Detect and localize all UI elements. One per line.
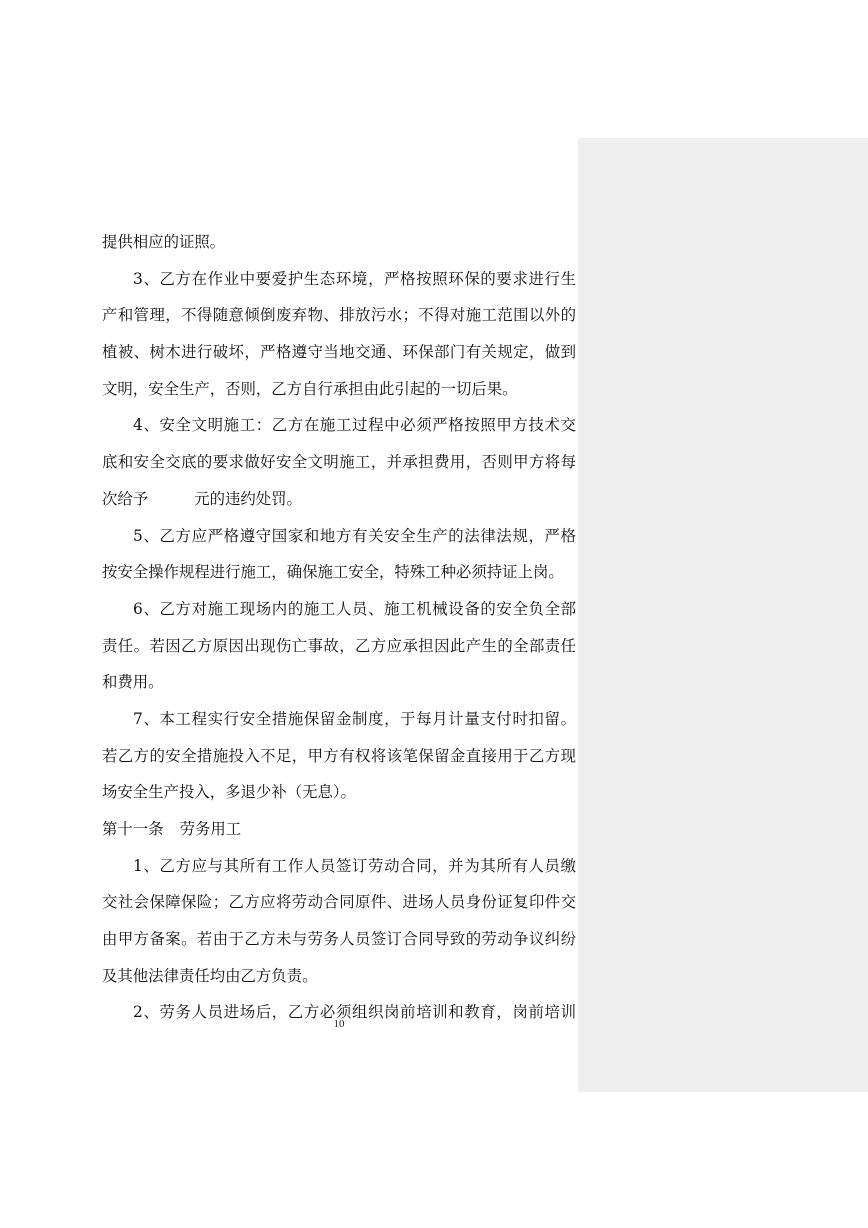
- article-title: 劳务用工: [179, 820, 242, 838]
- paragraph-line: 6、乙方对施工现场内的施工人员、施工机械设备的安全负全部: [133, 599, 576, 618]
- paragraph-line: 2、劳务人员进场后，乙方必须组织岗前培训和教育，岗前培训: [133, 1003, 576, 1022]
- paragraph-line: 4、安全文明施工：乙方在施工过程中必须严格按照甲方技术交: [133, 416, 576, 435]
- paragraph-line: 由甲方备案。若由于乙方未与劳务人员签订合同导致的劳动争议纠纷: [102, 930, 576, 949]
- paragraph-line: 文明，安全生产，否则，乙方自行承担由此引起的一切后果。: [102, 379, 518, 398]
- paragraph-line: 1、乙方应与其所有工作人员签订劳动合同，并为其所有人员缴: [133, 856, 576, 875]
- paragraph-line: 产和管理，不得随意倾倒废弃物、排放污水；不得对施工范围以外的: [102, 306, 576, 325]
- paragraph-line: 5、乙方应严格遵守国家和地方有关安全生产的法律法规，严格: [133, 526, 576, 545]
- paragraph-line: 若乙方的安全措施投入不足，甲方有权将该笔保留金直接用于乙方现: [102, 746, 576, 765]
- article-number: 第十一条: [102, 820, 164, 838]
- paragraph-line: 7、本工程实行安全措施保留金制度，于每月计量支付时扣留。: [133, 709, 576, 728]
- paragraph-line: 及其他法律责任均由乙方负责。: [102, 966, 318, 985]
- paragraph-line: 3、乙方在作业中要爱护生态环境，严格按照环保的要求进行生: [133, 269, 576, 288]
- paragraph-line: 和费用。: [102, 673, 164, 692]
- paragraph-line: 底和安全交底的要求做好安全文明施工，并承担费用，否则甲方将每: [102, 453, 576, 472]
- penalty-prefix: 次给予: [102, 489, 149, 508]
- paragraph-line: 责任。若因乙方原因出现伤亡事故，乙方应承担因此产生的全部责任: [102, 636, 576, 655]
- article-heading: [102, 811, 576, 848]
- paragraph-line: 提供相应的证照。: [102, 233, 226, 251]
- paragraph-line: 交社会保障保险；乙方应将劳动合同原件、进场人员身份证复印件交: [102, 893, 576, 912]
- paragraph-line: 按安全操作规程进行施工，确保施工安全，特殊工种必须持证上岗。: [102, 563, 564, 582]
- paragraph-line: 植被、树木进行破坏，严格遵守当地交通、环保部门有关规定，做到: [102, 343, 576, 362]
- paragraph-line-with-blank: [102, 481, 576, 518]
- paragraph-line: 场安全生产投入，多退少补（无息）。: [102, 783, 356, 802]
- comment-margin-pane: [578, 138, 868, 1092]
- document-body: [102, 224, 576, 1031]
- page-number: 10: [333, 1018, 345, 1030]
- penalty-suffix: 元的违约处罚。: [194, 489, 302, 508]
